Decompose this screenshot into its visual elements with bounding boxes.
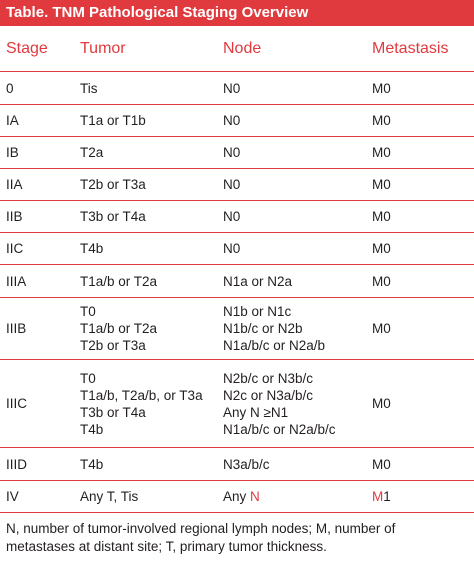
node-cell <box>223 72 372 105</box>
node-cell <box>223 481 372 513</box>
node-line: N1a/b/c or N2a/b <box>223 338 326 353</box>
tumor-cell <box>80 72 223 105</box>
tumor-cell <box>80 137 223 169</box>
table-row <box>0 137 474 169</box>
table-row <box>0 265 474 298</box>
metastasis-suffix: 1 <box>383 489 391 504</box>
node-line: N1b or N1c <box>223 304 292 319</box>
node-highlight: N <box>250 489 260 504</box>
node-cell <box>223 265 372 298</box>
header-metastasis: Metastasis <box>372 26 474 72</box>
tumor-line: T1a/b, T2a/b, or T3a <box>80 387 203 403</box>
tumor-cell <box>80 201 223 233</box>
header-row <box>0 26 474 72</box>
header-node: Node <box>223 26 372 72</box>
node-line: N0 <box>223 80 241 96</box>
tumor-cell <box>80 265 223 298</box>
node-cell <box>223 448 372 481</box>
metastasis-cell: M0 <box>372 201 474 233</box>
table-row <box>0 105 474 137</box>
tumor-line: T1a/b or T2a <box>80 321 158 336</box>
tumor-line: T2b or T3a <box>80 338 146 353</box>
stage-cell: IIIC <box>0 360 80 448</box>
tumor-cell: Any T, Tis <box>80 481 223 513</box>
tumor-line: T1a or T1b <box>80 113 146 128</box>
footnote: N, number of tumor-involved regional lymph nodes; M, number of metastases at distant site; T, primary tumor thickness. <box>6 521 396 554</box>
metastasis-cell: M0 <box>372 72 474 105</box>
tumor-cell <box>80 298 223 360</box>
tumor-line: T4b <box>80 241 104 256</box>
stage-cell: IIID <box>0 448 80 481</box>
tumor-cell <box>80 233 223 265</box>
tumor-line: Tis <box>80 80 98 96</box>
node-cell <box>223 137 372 169</box>
stage-cell: IIIB <box>0 298 80 360</box>
node-cell <box>223 105 372 137</box>
metastasis-cell: M0 <box>372 265 474 298</box>
header-stage: Stage <box>0 26 80 72</box>
node-line: N1a/b/c or N2a/b/c <box>223 421 336 437</box>
tumor-cell <box>80 105 223 137</box>
stage-cell: IIC <box>0 233 80 265</box>
staging-table <box>0 26 474 513</box>
metastasis-cell: M0 <box>372 169 474 201</box>
stage-cell: IA <box>0 105 80 137</box>
table-row <box>0 481 474 513</box>
tumor-line: T3b or T4a <box>80 209 146 224</box>
node-cell <box>223 201 372 233</box>
stage-cell: 0 <box>0 72 80 105</box>
node-line: N0 <box>223 177 241 192</box>
header-tumor: Tumor <box>80 26 223 72</box>
tumor-line: T2b or T3a <box>80 177 146 192</box>
table-row <box>0 298 474 360</box>
table-row <box>0 233 474 265</box>
node-line: N1a or N2a <box>223 273 293 289</box>
node-prefix: Any <box>223 489 251 504</box>
tumor-line: T4b <box>80 421 104 437</box>
metastasis-cell: M0 <box>372 360 474 448</box>
node-cell <box>223 298 372 360</box>
metastasis-cell: M0 <box>372 137 474 169</box>
node-line: N1b/c or N2b <box>223 321 303 336</box>
stage-cell: IIB <box>0 201 80 233</box>
node-line: N3a/b/c <box>223 456 270 472</box>
node-line: N0 <box>223 209 241 224</box>
table-row <box>0 72 474 105</box>
metastasis-cell <box>372 481 474 513</box>
stage-cell: IIIA <box>0 265 80 298</box>
tumor-cell <box>80 169 223 201</box>
node-line: N2b/c or N3b/c <box>223 370 314 386</box>
node-line: N0 <box>223 241 241 256</box>
node-line: N0 <box>223 113 241 128</box>
node-cell <box>223 233 372 265</box>
stage-cell: IV <box>0 481 80 513</box>
metastasis-highlight: M <box>372 489 384 504</box>
node-line: N2c or N3a/b/c <box>223 387 314 403</box>
metastasis-cell: M0 <box>372 448 474 481</box>
tumor-line: T4b <box>80 456 104 472</box>
metastasis-cell: M0 <box>372 105 474 137</box>
table-title: Table. TNM Pathological Staging Overview <box>0 0 474 26</box>
table-row <box>0 201 474 233</box>
node-cell <box>223 169 372 201</box>
table-body <box>0 72 474 513</box>
table-row <box>0 448 474 481</box>
tumor-line: T0 <box>80 304 96 319</box>
node-line: Any N ≥N1 <box>223 404 289 420</box>
table-row <box>0 169 474 201</box>
table-row <box>0 360 474 448</box>
tumor-line: T2a <box>80 145 104 160</box>
node-cell <box>223 360 372 448</box>
tumor-cell <box>80 360 223 448</box>
metastasis-cell: M0 <box>372 233 474 265</box>
node-line: N0 <box>223 145 241 160</box>
tumor-line: T3b or T4a <box>80 404 146 420</box>
tumor-cell <box>80 448 223 481</box>
stage-cell: IB <box>0 137 80 169</box>
stage-cell: IIA <box>0 169 80 201</box>
tumor-line: T0 <box>80 370 96 386</box>
tumor-line: T1a/b or T2a <box>80 273 158 289</box>
metastasis-cell: M0 <box>372 298 474 360</box>
